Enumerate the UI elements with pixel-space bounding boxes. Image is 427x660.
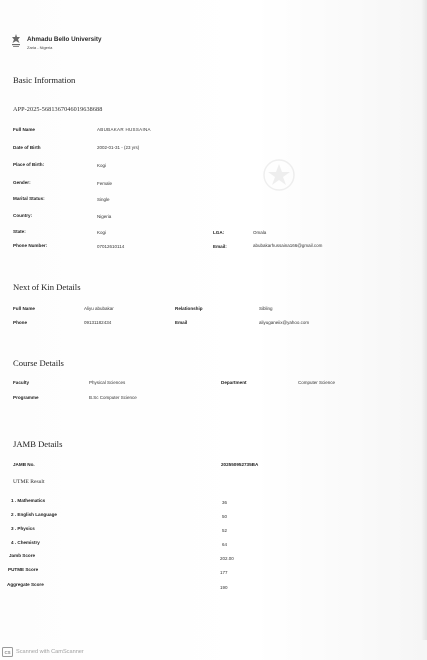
watermark-crest-icon (262, 158, 296, 192)
kin-name-label: Full Name (13, 306, 35, 311)
subject-score: 52 (222, 528, 228, 533)
putme-score-value: 177 (220, 570, 228, 575)
kin-phone-label: Phone (13, 320, 28, 325)
scanner-footer (2, 647, 84, 657)
programme-label: Programme (13, 395, 39, 400)
programme-value: B.Sc Computer Science (89, 395, 137, 400)
lga-value: Omala (253, 230, 267, 235)
subject-label: 2 . English Language (11, 512, 57, 517)
email-label: Email: (213, 244, 227, 249)
aggregate-score-value: 190 (220, 585, 228, 590)
next-of-kin-title: Next of Kin Details (13, 282, 81, 292)
faculty-label: Faculty (13, 380, 30, 385)
country-label: Country: (13, 213, 33, 218)
kin-email-value: aliyuganeiix@yahoo.com (259, 320, 310, 325)
dob-label: Date of Birth (13, 145, 41, 150)
subject-label: 4 . Chemistry (11, 540, 40, 545)
dob-value: 2002-01-31 - (23 yrs) (97, 145, 140, 150)
subject-score: 50 (222, 514, 228, 519)
university-logo-icon (9, 33, 23, 49)
jamb-number-value: 202550952735BA (221, 462, 259, 467)
university-name: Ahmadu Bello University (27, 36, 102, 43)
state-value: Kogi (97, 230, 107, 235)
gender-label: Gender: (13, 180, 31, 185)
jamb-number-label: JAMB No. (13, 462, 35, 467)
basic-info-title: Basic Information (13, 75, 76, 85)
scanner-text: Scanned with CamScanner (16, 649, 84, 655)
faculty-value: Physical Sciences (89, 380, 126, 385)
country-value: Nigeria (97, 214, 112, 219)
pob-value: Kogi (97, 163, 107, 168)
subject-score: 36 (222, 500, 228, 505)
kin-relationship-label: Relationship (175, 306, 203, 311)
phone-number-label: Phone Number: (13, 243, 48, 248)
jamb-details-title: JAMB Details (13, 439, 63, 449)
kin-email-label: Email (175, 320, 188, 325)
subject-score: 64 (222, 542, 228, 547)
camscanner-logo-icon: CS (2, 647, 13, 657)
kin-relationship-value: Sibling (259, 306, 273, 311)
subject-label: 1 . Mathematics (11, 498, 46, 503)
kin-phone-value: 09131182434 (84, 320, 112, 325)
full-name-value: ABUBAKAR HUSSAINA (97, 127, 151, 132)
marital-status-label: Marital Status: (13, 196, 45, 201)
putme-score-label: PUTME Score (8, 567, 39, 572)
university-location: Zaria - Nigeria (27, 45, 53, 50)
utme-result-title: UTME Result (13, 479, 45, 485)
aggregate-score-label: Aggregate Score (7, 582, 44, 587)
pob-label: Place of Birth: (13, 162, 45, 167)
phone-number-value: 07012610114 (97, 244, 125, 249)
gender-value: Female (97, 181, 113, 186)
page-edge-shadow (421, 0, 427, 640)
jamb-score-label: Jamb Score (9, 553, 36, 558)
email-value: abubakarhussaina166@gmail.com (253, 243, 323, 248)
full-name-label: Full Name (13, 127, 35, 132)
application-number: APP-2025-5681367046019638688 (13, 106, 103, 113)
jamb-score-value: 202.00 (220, 556, 234, 561)
course-details-title: Course Details (13, 358, 64, 368)
state-label: State: (13, 229, 26, 234)
marital-status-value: Single (97, 197, 110, 202)
department-label: Department (221, 380, 247, 385)
department-value: Computer Science (298, 380, 336, 385)
kin-name-value: Aliyu abubakar (84, 306, 114, 311)
lga-label: LGA: (213, 230, 225, 235)
subject-label: 3 . Physics (11, 526, 35, 531)
